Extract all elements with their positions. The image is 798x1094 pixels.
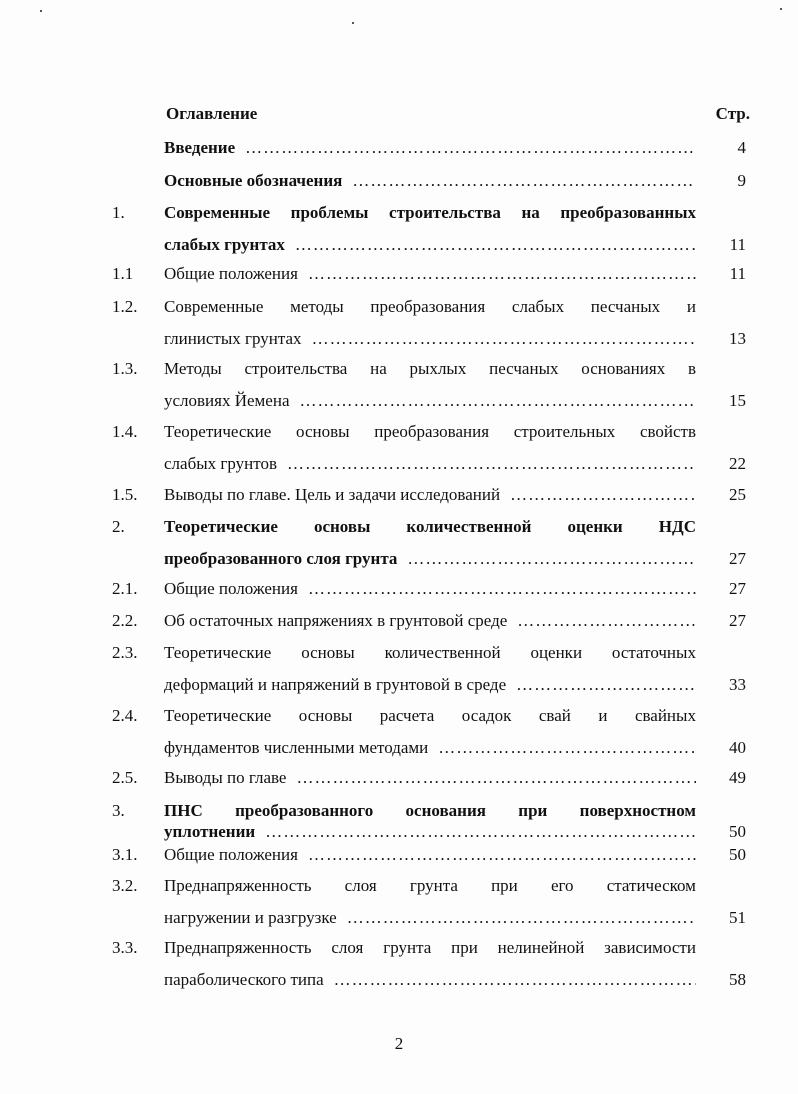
toc-entry-number: 3. (112, 801, 125, 820)
toc-entry-title: Введение (164, 138, 236, 157)
toc-entry-title: Теоретические основы количественной оценки НДС (164, 517, 696, 536)
toc-entry-row (164, 263, 696, 285)
toc-entry-page: 27 (729, 579, 746, 598)
toc-entry-title: Современные методы преобразования слабых песчаных и (164, 297, 696, 316)
dot-leader (334, 969, 696, 991)
dot-leader (312, 328, 696, 350)
toc-entry-title: глинистых грунтах (164, 329, 302, 348)
toc-entry-number: 1.5. (112, 485, 138, 504)
toc-entry-page: 13 (729, 329, 746, 348)
toc-entry-number: 3.2. (112, 876, 138, 895)
toc-entry-page: 11 (729, 264, 746, 283)
toc-entry-row (164, 548, 696, 570)
toc-entry-page: 27 (729, 611, 746, 630)
toc-entry-title: условиях Йемена (164, 391, 290, 410)
dot-leader (407, 548, 696, 570)
toc-entry-row (164, 674, 696, 696)
toc-entry-page: 4 (737, 138, 746, 157)
dot-leader (510, 484, 696, 506)
toc-entry-title: Теоретические основы количественной оценки остаточных (164, 643, 696, 662)
toc-entry-page: 58 (729, 970, 746, 989)
toc-entry-page: 9 (737, 171, 746, 190)
toc-entry-title: Основные обозначения (164, 171, 343, 190)
toc-entry-row (164, 578, 696, 600)
toc-entry-row (164, 821, 696, 843)
toc-entry-page: 51 (729, 908, 746, 927)
dot-leader (287, 453, 696, 475)
toc-entry-title: ПНС преобразованного основания при поверхностном (164, 801, 696, 820)
toc-entry-number: 2.1. (112, 579, 138, 598)
toc-entry-title: Современные проблемы строительства на преобразованных (164, 203, 696, 222)
toc-entry-number: 2.3. (112, 643, 138, 662)
dot-leader (265, 821, 696, 843)
toc-entry-title: Методы строительства на рыхлых песчаных основаниях в (164, 359, 696, 378)
toc-entry-title: слабых грунтах (164, 235, 285, 254)
toc-entry-title: Теоретические основы преобразования строительных свойств (164, 422, 696, 441)
dot-leader (308, 263, 696, 285)
toc-entry-page: 49 (729, 768, 746, 787)
page-number: 2 (394, 1034, 404, 1053)
toc-entry-number: 3.1. (112, 845, 138, 864)
toc-entry-page: 50 (729, 822, 746, 841)
toc-entry-row (164, 737, 696, 759)
toc-entry-title: Общие положения (164, 264, 298, 283)
dot-leader (308, 578, 696, 600)
scan-speck (780, 8, 782, 10)
toc-entry-page: 25 (729, 485, 746, 504)
dot-leader (296, 767, 696, 789)
page-column-header: Стр. (715, 104, 750, 123)
toc-entry-title: уплотнении (164, 822, 256, 841)
toc-entry-number: 2.2. (112, 611, 138, 630)
toc-title: Оглавление (166, 104, 258, 123)
toc-entry-row (164, 234, 696, 256)
toc-entry-number: 2. (112, 517, 125, 536)
toc-entry-number: 3.3. (112, 938, 138, 957)
toc-entry-title: преобразованного слоя грунта (164, 549, 398, 568)
toc-entry-number: 1.2. (112, 297, 138, 316)
dot-leader (438, 737, 696, 759)
toc-entry-page: 33 (729, 675, 746, 694)
toc-entry-title: Выводы по главе (164, 768, 287, 787)
dot-leader (352, 170, 696, 192)
toc-entry-number: 2.5. (112, 768, 138, 787)
toc-entry-title: слабых грунтов (164, 454, 277, 473)
toc-entry-title: Выводы по главе. Цель и задачи исследований (164, 485, 501, 504)
toc-entry-row (164, 328, 696, 350)
toc-entry-title: параболического типа (164, 970, 324, 989)
toc-entry-title: Преднапряженность слоя грунта при нелинейной зависимости (164, 938, 696, 957)
toc-entry-page: 27 (729, 549, 746, 568)
toc-entry-row (164, 969, 696, 991)
toc-entry-title: Общие положения (164, 845, 298, 864)
toc-entry-title: нагружении и разгрузке (164, 908, 337, 927)
toc-entry-number: 1. (112, 203, 125, 222)
dot-leader (295, 234, 696, 256)
dot-leader (300, 390, 697, 412)
toc-entry-page: 50 (729, 845, 746, 864)
toc-entry-row (164, 390, 696, 412)
toc-entry-page: 15 (729, 391, 746, 410)
dot-leader (516, 674, 696, 696)
toc-entry-page: 11 (729, 235, 746, 254)
scan-speck (352, 22, 354, 24)
toc-entry-row (164, 170, 696, 192)
dot-leader (347, 907, 696, 929)
toc-entry-page: 22 (729, 454, 746, 473)
toc-entry-page: 40 (729, 738, 746, 757)
toc-entry-title: деформаций и напряжений в грунтовой в среде (164, 675, 507, 694)
toc-entry-row (164, 844, 696, 866)
toc-entry-title: фундаментов численными методами (164, 738, 429, 757)
dot-leader (308, 844, 696, 866)
toc-entry-title: Общие положения (164, 579, 298, 598)
toc-entry-number: 1.3. (112, 359, 138, 378)
toc-entry-number: 1.1 (112, 264, 134, 283)
toc-entry-title: Об остаточных напряжениях в грунтовой среде (164, 611, 508, 630)
toc-entry-row (164, 137, 696, 159)
toc-entry-number: 2.4. (112, 706, 138, 725)
dot-leader (517, 610, 696, 632)
toc-entry-row (164, 610, 696, 632)
toc-entry-row (164, 484, 696, 506)
toc-entry-title: Преднапряженность слоя грунта при его статическом (164, 876, 696, 895)
scan-speck (40, 10, 42, 12)
dot-leader (245, 137, 696, 159)
toc-entry-title: Теоретические основы расчета осадок свай и свайных (164, 706, 696, 725)
toc-entry-row (164, 767, 696, 789)
toc-entry-row (164, 453, 696, 475)
toc-entry-number: 1.4. (112, 422, 138, 441)
toc-entry-row (164, 907, 696, 929)
